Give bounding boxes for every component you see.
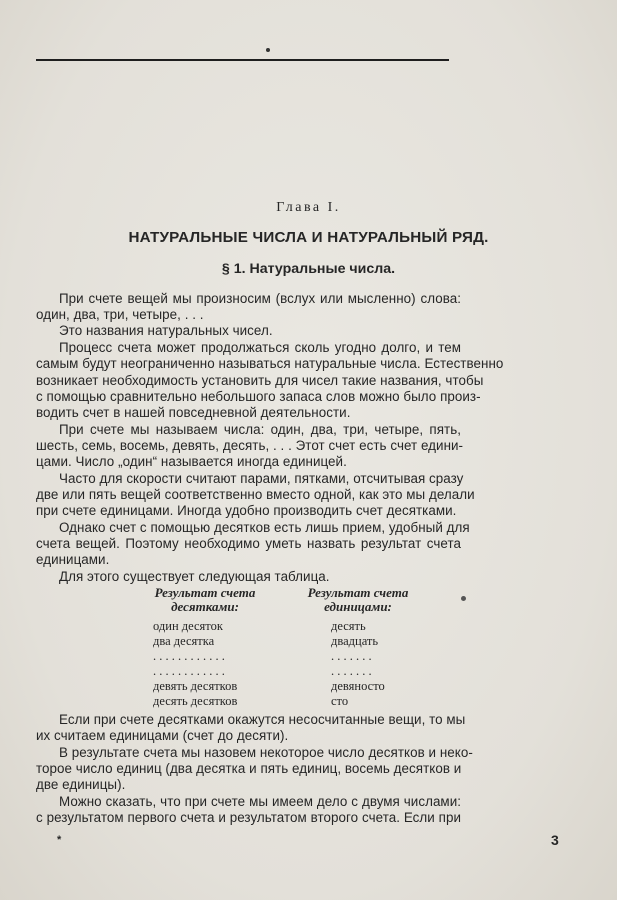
table-header-units: [293, 586, 423, 614]
table-cell: сто: [331, 694, 349, 708]
text-line: цами. Число „один“ называется иногда единицей.: [36, 454, 347, 469]
text-line: счета вещей. Поэтому необходимо уметь назвать результат счета: [36, 536, 461, 551]
text-line: самым будут неограниченно называться натуральные числа. Естественно: [36, 356, 504, 371]
text-line: с помощью сравнительно небольшого запаса слов можно было произ-: [36, 389, 481, 404]
text-line: две или пять вещей соответственно вместо одной, как это мы делали: [36, 487, 475, 502]
chapter-title: НАТУРАЛЬНЫЕ ЧИСЛА И НАТУРАЛЬНЫЙ РЯД.: [128, 229, 489, 246]
text-line: две единицы).: [36, 777, 126, 792]
ink-speck: [266, 48, 270, 52]
table-cell: . . . . . . .: [331, 664, 372, 678]
text-line: В результате счета мы назовем некоторое число десятков и неко-: [59, 745, 473, 760]
table-column-units: [331, 619, 385, 709]
table-cell: девять десятков: [153, 679, 238, 693]
text-line: Часто для скорости считают парами, пятками, отсчитывая сразу: [59, 471, 464, 486]
table-cell: двадцать: [331, 634, 379, 648]
footer-mark: *: [57, 834, 62, 846]
text-line: Для этого существует следующая таблица.: [59, 569, 330, 584]
table-cell: девяносто: [331, 679, 385, 693]
text-line: с результатом первого счета и результатом второго счета. Если при: [36, 810, 461, 825]
header-line: Результат счета: [307, 585, 409, 600]
section-heading: § 1. Натуральные числа.: [221, 261, 396, 277]
text-line: при счете единицами. Иногда удобно производить счет десятками.: [36, 503, 457, 518]
text-line: Если при счете десятками окажутся несосчитанные вещи, то мы: [59, 712, 466, 727]
text-line: возникает необходимость установить для чисел такие названия, чтобы: [36, 373, 484, 388]
table-cell: . . . . . . .: [331, 649, 372, 663]
text-line: единицами.: [36, 552, 110, 567]
header-line: единицами:: [324, 599, 392, 614]
table-cell: два десятка: [153, 634, 215, 648]
table-column-tens: [153, 619, 237, 709]
table-header-tens: [140, 586, 270, 614]
page-number: 3: [551, 832, 559, 848]
text-line: водить счет в нашей повседневной деятельности.: [36, 405, 351, 420]
text-line: один, два, три, четыре, . . .: [36, 307, 204, 322]
text-line: При счете вещей мы произносим (вслух или мысленно) слова:: [59, 291, 461, 306]
table-cell: десять: [331, 619, 366, 633]
text-line: торое число единиц (два десятка и пять единиц, восемь десятков и: [36, 761, 462, 776]
text-line: Можно сказать, что при счете мы имеем дело с двумя числами:: [59, 794, 461, 809]
text-line: При счете мы называем числа: один, два, три, четыре, пять,: [59, 422, 461, 437]
header-rule: [36, 59, 449, 61]
table-cell: один десяток: [153, 619, 223, 633]
table-cell: . . . . . . . . . . . .: [153, 664, 225, 678]
header-line: десятками:: [171, 599, 239, 614]
chapter-heading: Глава I.: [276, 200, 341, 215]
text-line: Однако счет с помощью десятков есть лишь прием, удобный для: [59, 520, 470, 535]
ink-speck: [461, 596, 466, 601]
table-cell: . . . . . . . . . . . .: [153, 649, 225, 663]
text-line: их считаем единицами (счет до десяти).: [36, 728, 289, 743]
table-cell: десять десятков: [153, 694, 238, 708]
text-line: шесть, семь, восемь, девять, десять, . . . Этот счет есть счет едини-: [36, 438, 464, 453]
header-line: Результат счета: [154, 585, 256, 600]
text-line: Процесс счета может продолжаться сколь угодно долго, и тем: [59, 340, 461, 355]
text-line: Это названия натуральных чисел.: [59, 323, 273, 338]
